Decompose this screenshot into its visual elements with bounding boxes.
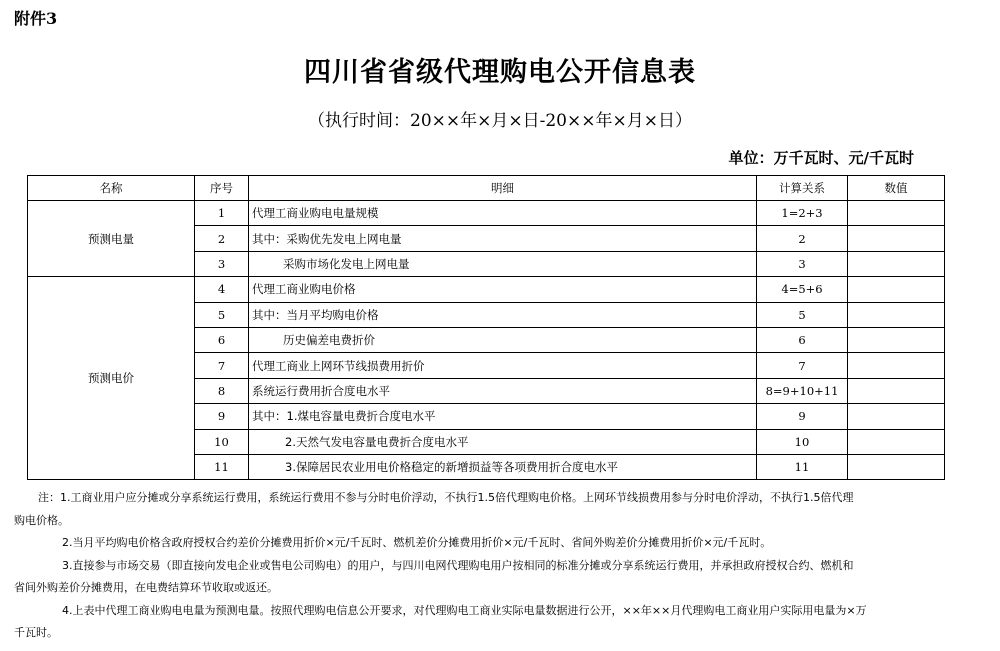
- row-calc: 6: [757, 327, 848, 352]
- note-4-cont: 千瓦时。: [14, 626, 58, 639]
- row-no: 8: [195, 378, 249, 403]
- group-forecast-volume: 预测电量: [28, 201, 195, 277]
- row-calc: 10: [757, 429, 848, 454]
- row-detail: 代理工商业上网环节线损费用折价: [249, 353, 757, 378]
- row-detail: 其中：采购优先发电上网电量: [249, 226, 757, 251]
- row-no: 4: [195, 277, 249, 302]
- row-no: 7: [195, 353, 249, 378]
- page-title: 四川省省级代理购电公开信息表: [304, 57, 696, 88]
- row-detail: 代理工商业购电价格: [249, 277, 757, 302]
- row-no: 2: [195, 226, 249, 251]
- note-1-cont: 购电价格。: [14, 513, 69, 527]
- note-2: 2.当月平均购电价格含政府授权合约差价分摊费用折价×元/千瓦时、燃机差价分摊费用折价×元/千瓦时、省间外购差价分摊费用折价×元/千瓦时。: [62, 536, 772, 549]
- row-value[interactable]: [848, 201, 945, 226]
- row-detail: 系统运行费用折合度电水平: [249, 378, 757, 403]
- row-calc: 4=5+6: [757, 277, 848, 302]
- note-1: 注：1.工商业用户应分摊或分享系统运行费用，系统运行费用不参与分时电价浮动，不执行1.5倍代理购电价格。上网环节线损费用参与分时电价浮动，不执行1.5倍代理: [38, 491, 854, 504]
- row-detail: 采购市场化发电上网电量: [249, 251, 757, 276]
- header-name: 名称: [28, 176, 195, 201]
- row-value[interactable]: [848, 251, 945, 276]
- row-no: 6: [195, 327, 249, 352]
- row-calc: 1=2+3: [757, 201, 848, 226]
- header-no: 序号: [195, 176, 249, 201]
- row-detail: 其中：1.煤电容量电费折合度电水平: [249, 404, 757, 429]
- info-table: [27, 175, 945, 480]
- table-header-row: [28, 176, 945, 201]
- header-calc: 计算关系: [757, 176, 848, 201]
- header-value: 数值: [848, 176, 945, 201]
- row-value[interactable]: [848, 302, 945, 327]
- row-no: 3: [195, 251, 249, 276]
- row-value[interactable]: [848, 353, 945, 378]
- row-calc: 8=9+10+11: [757, 378, 848, 403]
- unit-label: 单位：万千瓦时、元/千瓦时: [728, 149, 914, 167]
- table-row: [28, 277, 945, 302]
- row-calc: 7: [757, 353, 848, 378]
- execution-period: （执行时间：20××年×月×日-20××年×月×日）: [308, 111, 692, 131]
- row-value[interactable]: [848, 404, 945, 429]
- row-calc: 11: [757, 454, 848, 479]
- row-no: 11: [195, 454, 249, 479]
- row-calc: 5: [757, 302, 848, 327]
- row-detail: 历史偏差电费折价: [249, 327, 757, 352]
- row-value[interactable]: [848, 226, 945, 251]
- row-calc: 3: [757, 251, 848, 276]
- note-3: 3.直接参与市场交易（即直接向发电企业或售电公司购电）的用户，与四川电网代理购电用户按相同的标准分摊或分享系统运行费用，并承担政府授权合约、燃机和: [62, 558, 854, 572]
- attachment-label: 附件3: [14, 9, 58, 28]
- note-4: 4.上表中代理工商业购电电量为预测电量。按照代理购电信息公开要求，对代理购电工商业实际电量数据进行公开，××年××月代理购电工商业用户实际用电量为×万: [62, 603, 867, 617]
- row-no: 1: [195, 201, 249, 226]
- row-detail: 其中：当月平均购电价格: [249, 302, 757, 327]
- row-no: 10: [195, 429, 249, 454]
- row-calc: 2: [757, 226, 848, 251]
- row-detail: 代理工商业购电电量规模: [249, 201, 757, 226]
- row-value[interactable]: [848, 378, 945, 403]
- notes-section: [14, 487, 986, 645]
- table-row: [28, 201, 945, 226]
- row-no: 9: [195, 404, 249, 429]
- row-no: 5: [195, 302, 249, 327]
- header-detail: 明细: [249, 176, 757, 201]
- row-value[interactable]: [848, 454, 945, 479]
- row-calc: 9: [757, 404, 848, 429]
- row-detail: 2.天然气发电容量电费折合度电水平: [249, 429, 757, 454]
- row-detail: 3.保障居民农业用电价格稳定的新增损益等各项费用折合度电水平: [249, 454, 757, 479]
- note-3-cont: 省间外购差价分摊费用，在电费结算环节收取或返还。: [14, 581, 278, 594]
- row-value[interactable]: [848, 277, 945, 302]
- group-forecast-price: 预测电价: [28, 277, 195, 480]
- row-value[interactable]: [848, 429, 945, 454]
- row-value[interactable]: [848, 327, 945, 352]
